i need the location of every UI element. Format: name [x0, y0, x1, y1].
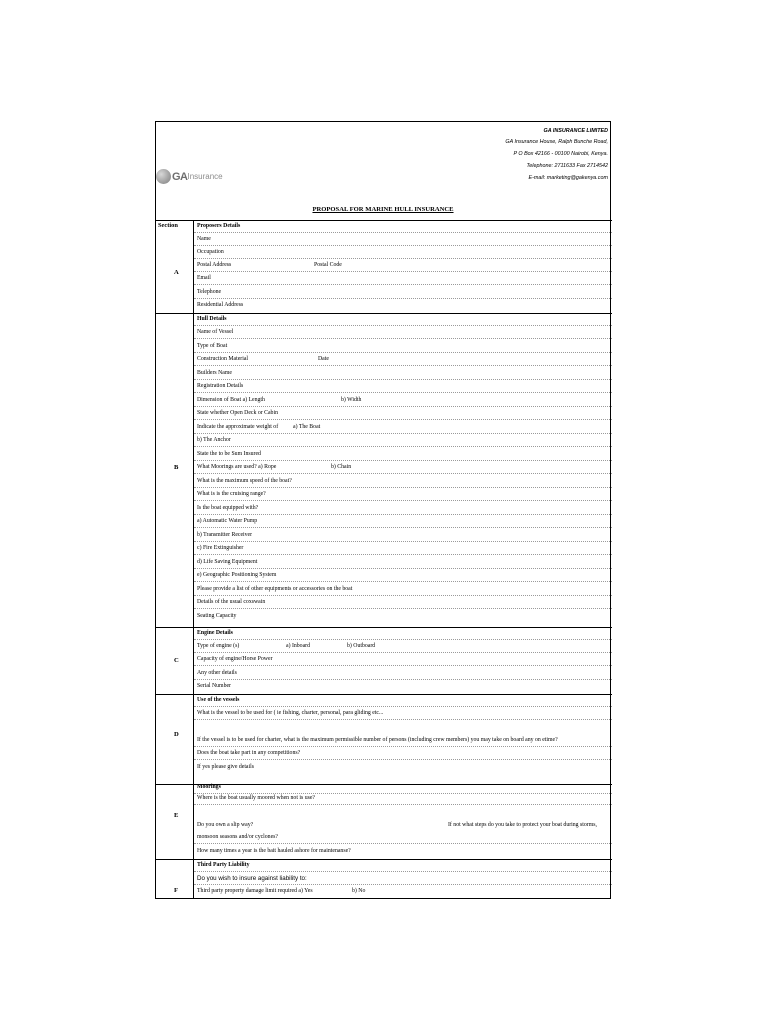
section-column-header: Section [158, 222, 178, 229]
section-letter-e: E [174, 812, 179, 819]
dimension-field[interactable]: Dimension of Boat a) Length b) Width [194, 394, 612, 407]
moorings-used-field[interactable]: What Moorings are used? a) Rope b) Chain [194, 461, 612, 474]
equipped-with-field: Is the boat equipped with? [194, 502, 612, 515]
company-po-box: P O Box 42166 - 00100 Nairobi, Kenya. [513, 151, 608, 157]
section-letter-c: C [174, 657, 179, 664]
moored-where-field[interactable]: Where is the boat usually moored when not is use? [194, 792, 612, 805]
engine-capacity-field[interactable]: Capacity of engine/Horse Power [194, 653, 612, 666]
residential-address-field[interactable]: Residential Address [197, 302, 244, 308]
company-name: GA INSURANCE LIMITED [543, 128, 608, 134]
charter-persons-field[interactable]: If the vessel is to be used for charter, what is the maximum permissible number of persons (including crew members) you may take on board any on etime? [194, 734, 612, 747]
slip-way-field[interactable]: Do you own a slip way? If not what steps do you take to protect your boat during storms, [194, 819, 612, 832]
company-email: E-mail: marketing@gakenya.com [528, 175, 608, 181]
transmitter-field[interactable]: b) Transmitter Receiver [194, 529, 612, 542]
protect-steps-label: If not what steps do you take to protect your boat during storms, [448, 822, 597, 828]
anchor-weight-field[interactable]: b) The Anchor [194, 434, 612, 447]
occupation-field[interactable]: Occupation [194, 246, 612, 259]
section-f-heading: Third Party Liability [194, 859, 612, 872]
logo-insurance-text: Insurance [187, 172, 223, 181]
boat-type-field[interactable]: Type of Boat [194, 340, 612, 353]
section-letter-d: D [174, 731, 179, 738]
postal-address-field[interactable]: Postal Address Postal Code [194, 259, 612, 272]
hauled-ashore-field[interactable]: How many times a year is the bait hauled ashore for maintenanse? [197, 848, 351, 854]
registration-details-field[interactable]: Registration Details [194, 380, 612, 393]
extinguisher-field[interactable]: c) Fire Extinguisher [194, 542, 612, 555]
seating-capacity-field[interactable]: Seating Capacity [197, 613, 237, 619]
construction-material-field[interactable]: Construction Material Date [194, 353, 612, 366]
other-equipment-field[interactable]: Please provide a list of other equipments or accessories on the boat [194, 583, 612, 596]
blank-row [194, 805, 612, 819]
vessel-use-field[interactable]: What is the vessel to be used for ( ie fishing, charter, personal, para gliding etc... [194, 707, 612, 720]
competition-details-field[interactable]: If yes please give details [197, 764, 254, 770]
date-label: Date [318, 356, 329, 362]
email-field[interactable]: Email [194, 272, 612, 285]
section-letter-f: F [174, 887, 179, 894]
property-damage-field[interactable]: Third party property damage limit required a) Yes b) No [194, 885, 612, 898]
max-speed-field[interactable]: What is the maximum speed of the boat? [194, 475, 612, 488]
company-address: GA Insurance House, Ralph Bunche Road, [505, 139, 608, 145]
name-field[interactable]: Name [194, 233, 612, 246]
width-label: b) Width [341, 397, 362, 403]
engine-type-field[interactable]: Type of engine (s) a) Inboard b) Outboard [194, 640, 612, 653]
coxswain-field[interactable]: Details of the usual coxswain [194, 596, 612, 609]
proposal-form-sheet [155, 121, 611, 899]
telephone-field[interactable]: Telephone [194, 286, 612, 299]
company-logo [156, 169, 223, 184]
postal-code-label: Postal Code [314, 262, 342, 268]
inboard-label: a) Inboard [286, 643, 310, 649]
section-a-heading: Proposers Details [194, 220, 612, 233]
sum-insured-field[interactable]: State the to be Sum Insured [194, 448, 612, 461]
form-title: PROPOSAL FOR MARINE HULL INSURANCE [312, 206, 454, 213]
section-d-heading: Use of the vessels [194, 694, 612, 707]
section-letter-b: B [174, 464, 179, 471]
water-pump-field[interactable]: a) Automatic Water Pump [194, 515, 612, 528]
approx-weight-field[interactable]: Indicate the approximate weight of a) The Boat [194, 421, 612, 434]
the-boat-label: a) The Boat [293, 424, 321, 430]
section-c-heading: Engine Details [194, 627, 612, 640]
section-letter-a: A [174, 269, 179, 276]
insure-liability-field: Do you wish to insure against liability to: [194, 872, 612, 885]
monsoon-field[interactable]: monsoon seasons and/or cyclones? [194, 831, 612, 844]
vessel-name-field[interactable]: Name of Vessel [194, 326, 612, 339]
builders-name-field[interactable]: Builders Name [194, 367, 612, 380]
logo-ga-text: GA [172, 170, 188, 183]
no-option-label: b) No [352, 888, 366, 894]
open-deck-field[interactable]: State whether Open Deck or Cabin [194, 407, 612, 420]
other-details-field[interactable]: Any other details [194, 667, 612, 680]
chain-label: b) Chain [331, 464, 352, 470]
logo-swirl-icon [156, 169, 171, 184]
section-b-heading: Hull Details [194, 313, 612, 326]
competitions-field[interactable]: Does the boat take part in any competitions? [194, 747, 612, 760]
outboard-label: b) Outboard [347, 643, 376, 649]
company-telephone: Telephone: 2711633 Fax 2714542 [526, 163, 608, 169]
cruising-range-field[interactable]: What is is the cruising range? [194, 488, 612, 501]
gps-field[interactable]: e) Geographic Positioning System [194, 569, 612, 582]
section-e-heading: Moorings [194, 781, 612, 794]
life-saving-field[interactable]: d) Life Saving Equipment [194, 556, 612, 569]
serial-number-field[interactable]: Serial Number [197, 683, 231, 689]
